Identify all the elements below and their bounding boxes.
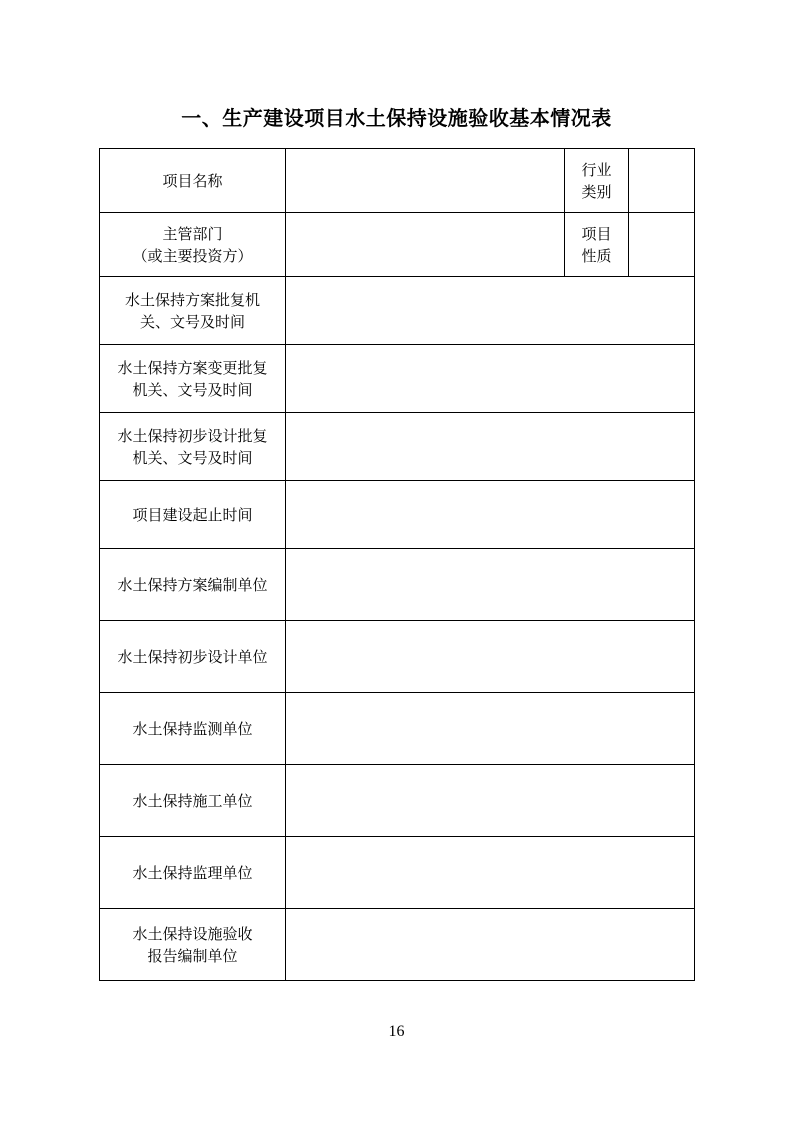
acceptance-info-table (99, 148, 695, 981)
label-line: 行业 (581, 160, 612, 179)
page-number: 16 (388, 1023, 405, 1040)
table-row-preliminary-design-approval (100, 413, 695, 481)
table-row-plan-approval (100, 277, 695, 345)
plan-compiler-field[interactable] (286, 549, 695, 621)
row-label-plan-approval (100, 277, 286, 345)
acceptance-report-compiler-field[interactable] (286, 909, 695, 981)
row-label-monitoring-unit (100, 693, 286, 765)
row-label-construction-unit (100, 765, 286, 837)
supervision-unit-field[interactable] (286, 837, 695, 909)
row-label-preliminary-design-approval (100, 413, 286, 481)
row-label-industry-category (565, 149, 629, 213)
label-line: 水土保持方案编制单位 (117, 575, 268, 594)
project-nature-field[interactable] (629, 213, 695, 277)
label-line: 主管部门 (162, 224, 223, 243)
table-row-project-name (100, 149, 695, 213)
table-row-competent-department (100, 213, 695, 277)
label-line: 水土保持方案批复机 (124, 290, 260, 309)
row-label-plan-compiler (100, 549, 286, 621)
label-line: 水土保持设施验收 (132, 924, 253, 943)
row-label-acceptance-report-compiler (100, 909, 286, 981)
table-row-supervision-unit (100, 837, 695, 909)
label-line: 机关、文号及时间 (132, 380, 253, 399)
label-line: 报告编制单位 (147, 946, 238, 965)
label-line: 关、文号及时间 (139, 312, 245, 331)
label-line: 水土保持方案变更批复 (117, 358, 268, 377)
row-label-project-name (100, 149, 286, 213)
construction-unit-field[interactable] (286, 765, 695, 837)
label-line: 项目 (581, 224, 612, 243)
label-line: 机关、文号及时间 (132, 448, 253, 467)
monitoring-unit-field[interactable] (286, 693, 695, 765)
table-row-plan-change-approval (100, 345, 695, 413)
preliminary-design-approval-field[interactable] (286, 413, 695, 481)
label-line: 水土保持施工单位 (132, 791, 253, 810)
label-line: （或主要投资方） (132, 246, 253, 265)
label-line: 水土保持初步设计单位 (117, 647, 268, 666)
table-row-acceptance-report-compiler (100, 909, 695, 981)
row-label-supervision-unit (100, 837, 286, 909)
label-line: 性质 (581, 246, 612, 265)
label-line: 水土保持监测单位 (132, 719, 253, 738)
row-label-plan-change-approval (100, 345, 286, 413)
industry-category-field[interactable] (629, 149, 695, 213)
row-label-preliminary-design-unit (100, 621, 286, 693)
table-row-plan-compiler (100, 549, 695, 621)
label-line: 水土保持监理单位 (132, 863, 253, 882)
label-line: 水土保持初步设计批复 (117, 426, 268, 445)
label-line: 类别 (581, 182, 612, 201)
row-label-construction-period (100, 481, 286, 549)
competent-department-field[interactable] (286, 213, 565, 277)
row-label-competent-department (100, 213, 286, 277)
plan-approval-field[interactable] (286, 277, 695, 345)
label-line: 项目名称 (162, 171, 223, 190)
table-row-preliminary-design-unit (100, 621, 695, 693)
row-label-project-nature (565, 213, 629, 277)
form-title: 一、生产建设项目水土保持设施验收基本情况表 (181, 106, 612, 130)
project-name-field[interactable] (286, 149, 565, 213)
construction-period-field[interactable] (286, 481, 695, 549)
table-row-construction-period (100, 481, 695, 549)
plan-change-approval-field[interactable] (286, 345, 695, 413)
table-row-construction-unit (100, 765, 695, 837)
preliminary-design-unit-field[interactable] (286, 621, 695, 693)
table-row-monitoring-unit (100, 693, 695, 765)
label-line: 项目建设起止时间 (132, 505, 253, 524)
